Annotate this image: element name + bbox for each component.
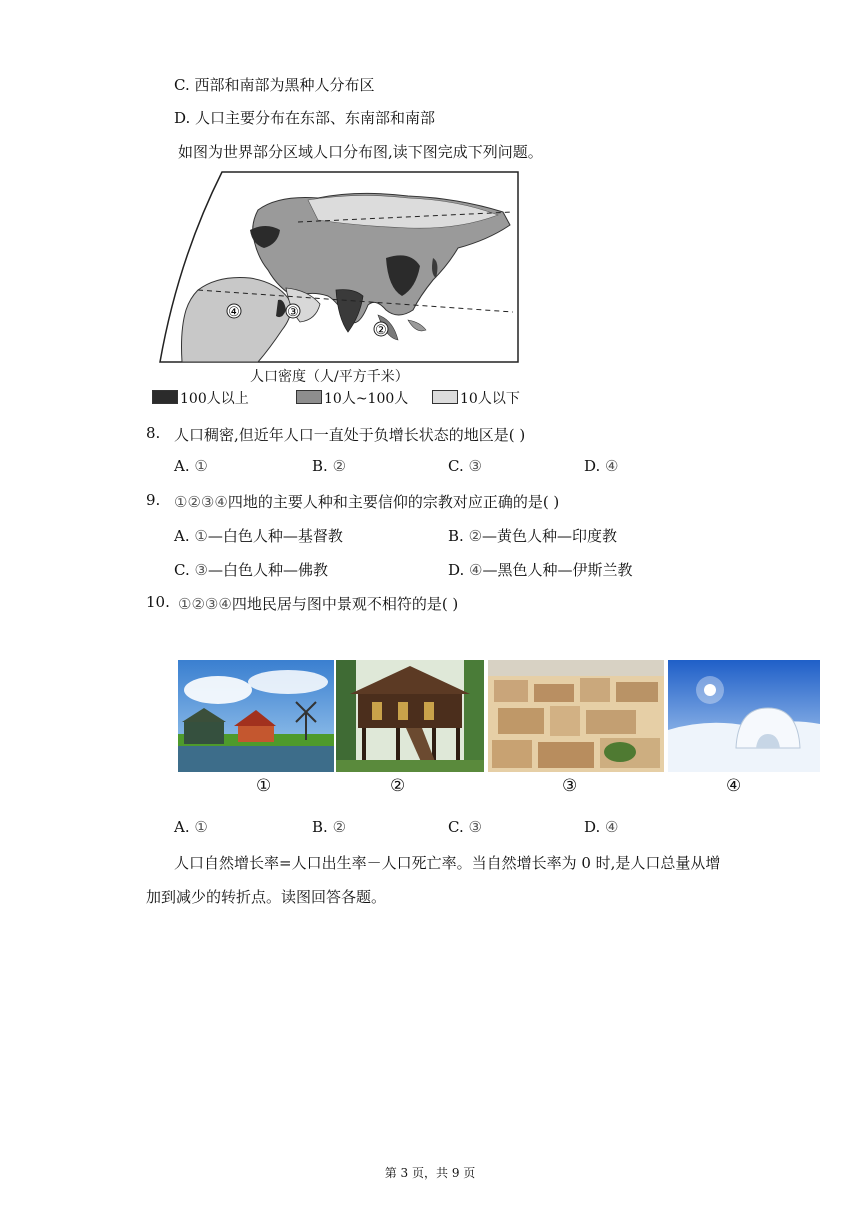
q10-mark-2: ② [191, 595, 205, 613]
photo-label-3: ③ [562, 776, 578, 796]
q8-option-a-letter: A. [174, 457, 190, 475]
photo-igloo [668, 660, 820, 772]
q10-option-d-letter: D. [584, 818, 601, 836]
q10-option-a-letter: A. [174, 818, 190, 836]
q10-mark-1: ① [178, 595, 192, 613]
q9-option-d-text: —黑色人种—伊斯兰教 [482, 561, 633, 579]
paragraph-line-1: 人口自然增长率=人口出生率－人口死亡率。当自然增长率为 0 时,是人口总量从增 [174, 854, 721, 872]
legend-item-dense [152, 388, 249, 408]
legend-swatch-medium [296, 390, 322, 404]
q8-option-b-letter: B. [312, 457, 328, 475]
q9-number: 9. [146, 491, 161, 509]
prev-option-d: D. 人口主要分布在东部、东南部和南部 [174, 109, 436, 127]
q10-stem-text: 四地民居与图中景观不相符的是( ) [231, 595, 459, 613]
q9-option-b[interactable] [448, 525, 617, 546]
q10-option-a[interactable] [174, 818, 208, 836]
q8-option-d-mark: ④ [605, 457, 619, 475]
legend-label-sparse: 10人以下 [460, 391, 520, 407]
q10-option-a-mark: ① [194, 818, 208, 836]
page-footer: 第 3 页，共 9 页 [384, 1166, 476, 1180]
q10-option-c-letter: C. [448, 818, 464, 836]
map-marker-3: ③ [287, 305, 299, 320]
photo-label-2: ② [390, 776, 406, 796]
q9-option-a-text: —白色人种—基督教 [207, 527, 343, 545]
q8-option-c-mark: ③ [468, 457, 482, 475]
q8-option-b-mark: ② [332, 457, 347, 475]
q9-option-c-mark: ③ [194, 561, 208, 579]
q8-option-c-letter: C. [448, 457, 464, 475]
q9-option-a[interactable] [174, 525, 343, 546]
q9-mark-4: ④ [214, 493, 228, 511]
legend-item-medium [296, 388, 408, 408]
q9-mark-3: ③ [200, 493, 215, 511]
q8-option-d-letter: D. [584, 457, 601, 475]
q10-stem [178, 593, 458, 614]
prev-option-c: C. 西部和南部为黑种人分布区 [174, 76, 375, 94]
q10-option-b[interactable] [312, 818, 346, 836]
q8-option-a[interactable] [174, 457, 208, 475]
photo-label-4: ④ [726, 776, 742, 796]
q9-stem-text: 四地的主要人种和主要信仰的宗教对应正确的是( ) [227, 493, 560, 511]
q8-option-b[interactable] [312, 457, 346, 475]
q9-mark-2: ② [187, 493, 201, 511]
q10-option-c-mark: ③ [468, 818, 482, 836]
legend-label-medium: 10人~100人 [324, 391, 409, 407]
map-caption: 人口密度（人/平方千米） [250, 369, 409, 385]
map-marker-2: ② [375, 323, 387, 338]
intro-text: 如图为世界部分区域人口分布图,读下图完成下列问题。 [178, 143, 543, 161]
paragraph-line-2: 加到减少的转折点。读图回答各题。 [146, 888, 387, 906]
photo-label-1: ① [256, 776, 272, 796]
q8-stem: 人口稠密,但近年人口一直处于负增长状态的地区是( ) [174, 426, 526, 444]
q9-option-b-mark: ② [468, 527, 483, 545]
q10-mark-3: ③ [204, 595, 219, 613]
q9-option-d-mark: ④ [469, 561, 483, 579]
q9-mark-1: ① [174, 493, 188, 511]
population-map-svg [158, 170, 520, 364]
q9-option-a-letter: A. [174, 527, 190, 545]
legend-swatch-dense [152, 390, 178, 404]
q9-option-c-text: —白色人种—佛教 [207, 561, 328, 579]
population-map [158, 170, 520, 364]
legend-label-dense: 100人以上 [180, 391, 249, 407]
q8-option-a-mark: ① [194, 457, 208, 475]
map-marker-4: ④ [228, 305, 240, 320]
q9-stem [174, 491, 559, 512]
legend-swatch-sparse [432, 390, 458, 404]
q10-option-d-mark: ④ [605, 818, 619, 836]
q9-option-d-letter: D. [448, 561, 465, 579]
legend-item-sparse [432, 388, 520, 408]
q10-option-b-mark: ② [332, 818, 347, 836]
q9-option-a-mark: ① [194, 527, 208, 545]
q10-option-d[interactable] [584, 818, 619, 836]
q9-option-d[interactable] [448, 559, 633, 580]
q8-option-d[interactable] [584, 457, 619, 475]
q10-number: 10. [146, 593, 170, 611]
photo-desert-mud-city [488, 660, 664, 772]
q9-option-b-text: —黄色人种—印度教 [482, 527, 618, 545]
q8-option-c[interactable] [448, 457, 482, 475]
photo-stilt-house [336, 660, 484, 772]
q10-option-b-letter: B. [312, 818, 328, 836]
q9-option-c-letter: C. [174, 561, 190, 579]
q9-option-c[interactable] [174, 559, 328, 580]
q10-mark-4: ④ [218, 595, 232, 613]
q9-option-b-letter: B. [448, 527, 464, 545]
q8-number: 8. [146, 424, 161, 442]
q10-option-c[interactable] [448, 818, 482, 836]
photo-dutch-windmill-houses [178, 660, 334, 772]
